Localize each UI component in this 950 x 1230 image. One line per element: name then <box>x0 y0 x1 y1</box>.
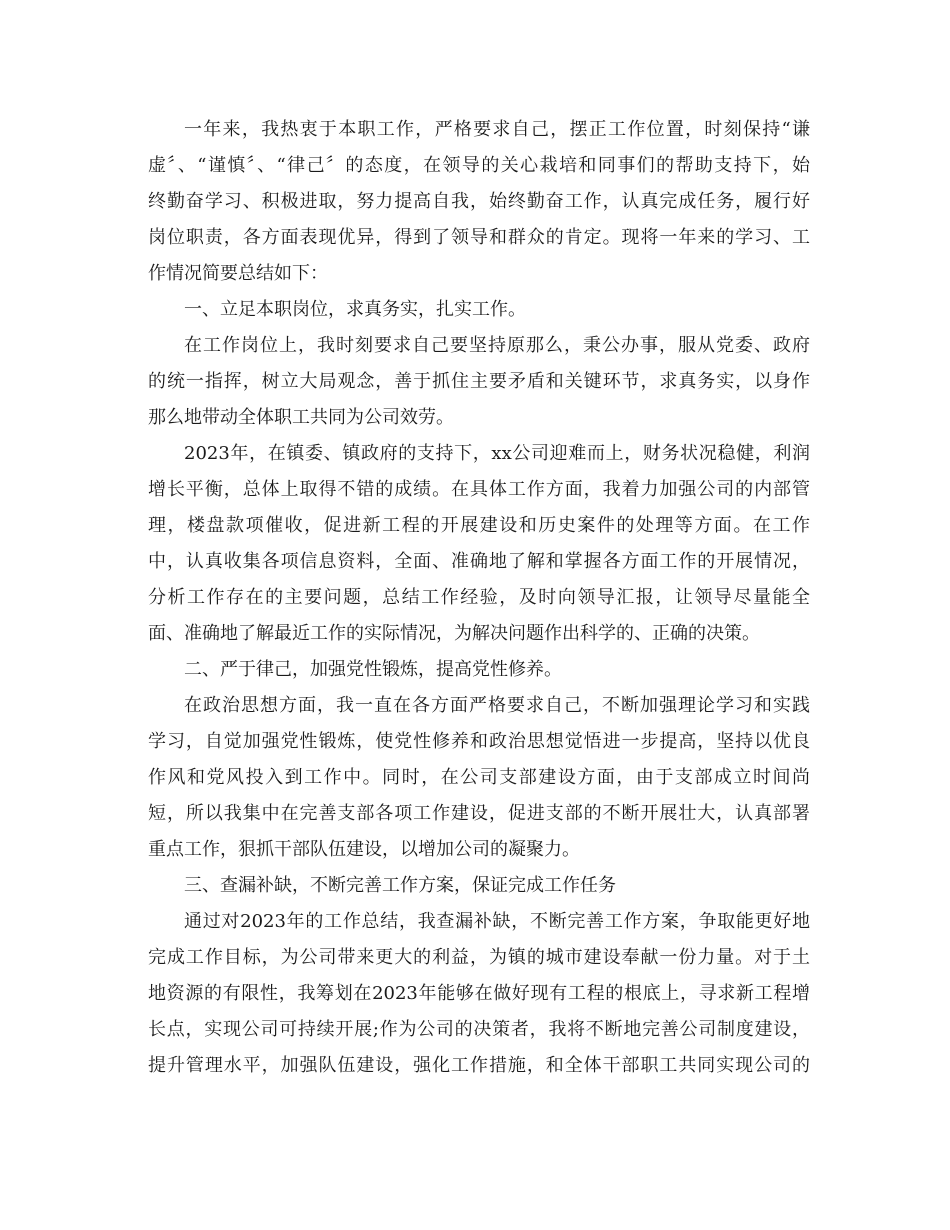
text-line: 提升管理水平，加强队伍建设，强化工作措施，和全体干部职工共同实现公司的 <box>148 1055 810 1076</box>
text-line: 三、查漏补缺，不断完善工作方案，保证完成工作任务 <box>184 875 616 896</box>
paragraph <box>148 688 810 868</box>
text-line: 理，楼盘款项催收，促进新工程的开展建设和历史案件的处理等方面。在工作 <box>148 515 810 536</box>
text-line: 作风和党风投入到工作中。同时，在公司支部建设方面，由于支部成立时间尚 <box>148 767 810 788</box>
text-line: 重点工作，狠抓干部队伍建设，以增加公司的凝聚力。 <box>148 839 580 860</box>
text-line: 终勤奋学习、积极进取，努力提高自我，始终勤奋工作，认真完成任务，履行好 <box>148 191 810 212</box>
text-line: 2023年，在镇委、镇政府的支持下，xx公司迎难而上，财务状况稳健，利润 <box>184 443 810 464</box>
text-line: 分析工作存在的主要问题，总结工作经验，及时向领导汇报，让领导尽量能全 <box>148 587 810 608</box>
paragraph <box>148 112 810 292</box>
text-line: 虚〞、“谨慎〞、“律己〞的态度，在领导的关心栽培和同事们的帮助支持下，始 <box>148 155 810 176</box>
text-line: 通过对2023年的工作总结，我查漏补缺，不断完善工作方案，争取能更好地 <box>184 911 810 932</box>
text-line: 的统一指挥，树立大局观念，善于抓住主要矛盾和关键环节，求真务实，以身作 <box>148 371 810 392</box>
text-line: 二、严于律己，加强党性锻炼，提高党性修养。 <box>184 659 562 680</box>
text-line: 地资源的有限性，我筹划在2023年能够在做好现有工程的根底上，寻求新工程增 <box>148 983 810 1004</box>
text-line: 那么地带动全体职工共同为公司效劳。 <box>148 407 454 428</box>
document-page <box>148 112 810 1084</box>
text-line: 在政治思想方面，我一直在各方面严格要求自己，不断加强理论学习和实践 <box>184 695 810 716</box>
text-line: 作情况简要总结如下： <box>148 263 328 284</box>
text-line: 长点，实现公司可持续开展;作为公司的决策者，我将不断地完善公司制度建设， <box>148 1019 810 1040</box>
text-line: 完成工作目标，为公司带来更大的利益，为镇的城市建设奉献一份力量。对于土 <box>148 947 810 968</box>
text-line: 增长平衡，总体上取得不错的成绩。在具体工作方面，我着力加强公司的内部管 <box>148 479 810 500</box>
text-line: 一、立足本职岗位，求真务实，扎实工作。 <box>184 299 526 320</box>
section-heading <box>148 292 810 328</box>
text-line: 面、准确地了解最近工作的实际情况，为解决问题作出科学的、正确的决策。 <box>148 623 760 644</box>
text-line: 中，认真收集各项信息资料，全面、准确地了解和掌握各方面工作的开展情况， <box>148 551 810 572</box>
paragraph <box>148 436 810 652</box>
section-heading <box>148 868 810 904</box>
text-line: 在工作岗位上，我时刻要求自己要坚持原那么，秉公办事，服从党委、政府 <box>184 335 810 356</box>
text-line: 岗位职责，各方面表现优异，得到了领导和群众的肯定。现将一年来的学习、工 <box>148 227 810 248</box>
text-line: 短，所以我集中在完善支部各项工作建设，促进支部的不断开展壮大，认真部署 <box>148 803 810 824</box>
text-line: 学习，自觉加强党性锻炼，使党性修养和政治思想觉悟进一步提高，坚持以优良 <box>148 731 810 752</box>
paragraph <box>148 904 810 1084</box>
text-line: 一年来，我热衷于本职工作，严格要求自己，摆正工作位置，时刻保持“谦 <box>184 119 810 140</box>
section-heading <box>148 652 810 688</box>
paragraph <box>148 328 810 436</box>
